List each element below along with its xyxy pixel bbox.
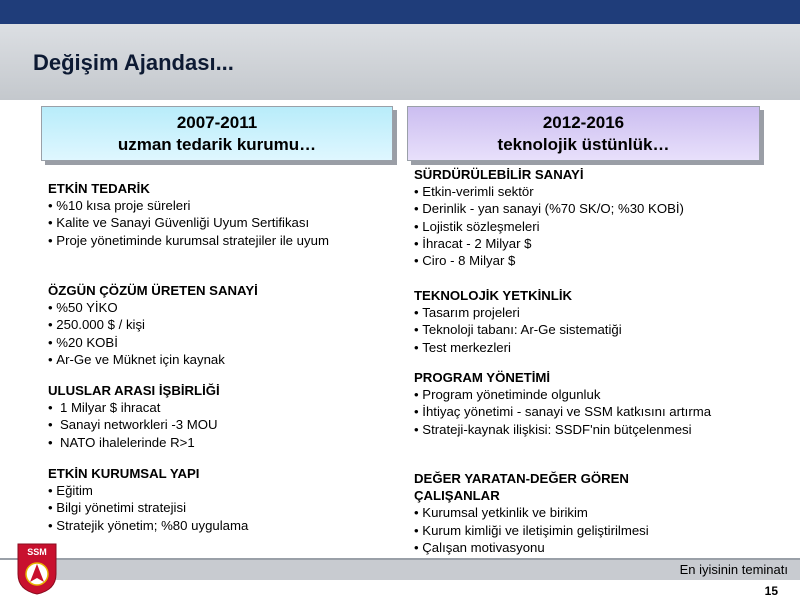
list-item: • Çalışan motivasyonu [414, 539, 714, 556]
list-item: • İhtiyaç yönetimi - sanayi ve SSM katkısını artırma [414, 403, 749, 420]
list-item: • 250.000 $ / kişi [48, 316, 393, 333]
footer-band [48, 560, 800, 580]
list-item: • Stratejik yönetim; %80 uygulama [48, 517, 393, 534]
section-deger-yaratan [414, 470, 714, 556]
section-etkin-tedarik [48, 180, 393, 249]
list-item: • %10 kısa proje süreleri [48, 197, 393, 214]
left-header-subtitle: uzman tedarik kurumu… [117, 135, 317, 154]
right-header-years: 2012-2016 [542, 113, 625, 132]
list-item: • Lojistik sözleşmeleri [414, 218, 764, 235]
logo-text: SSM [27, 547, 47, 557]
list-item: • %20 KOBİ [48, 334, 393, 351]
section-heading: ÖZGÜN ÇÖZÜM ÜRETEN SANAYİ [48, 283, 258, 298]
ssm-logo-icon [14, 540, 60, 596]
list-item: • Etkin-verimli sektör [414, 183, 764, 200]
list-item: • %50 YİKO [48, 299, 393, 316]
section-heading: ETKİN KURUMSAL YAPI [48, 466, 200, 481]
section-heading: PROGRAM YÖNETİMİ [414, 370, 551, 385]
slide-title: Değişim Ajandası... [33, 50, 234, 75]
list-item: • Proje yönetiminde kurumsal stratejiler ile uyum [48, 232, 393, 249]
list-item: • Teknoloji tabanı: Ar-Ge sistematiği [414, 321, 764, 338]
section-heading: ETKİN TEDARİK [48, 181, 150, 196]
list-item: • İhracat - 2 Milyar $ [414, 235, 764, 252]
list-item: • NATO ihalelerinde R>1 [48, 434, 393, 451]
list-item: • Derinlik - yan sanayi (%70 SK/O; %30 KOBİ) [414, 200, 764, 217]
list-item: • Ar-Ge ve Müknet için kaynak [48, 351, 393, 368]
section-heading: TEKNOLOJİK YETKİNLİK [414, 288, 573, 303]
left-column-header [41, 106, 393, 161]
section-program-yonetimi [414, 369, 749, 438]
right-header-subtitle: teknolojik üstünlük… [497, 135, 670, 154]
section-uluslar-arasi [48, 382, 393, 451]
top-bar [0, 0, 800, 24]
list-item: • Eğitim [48, 482, 393, 499]
list-item: • Strateji-kaynak ilişkisi: SSDF'nin bütçelenmesi [414, 421, 749, 438]
section-heading: DEĞER YARATAN-DEĞER GÖREN ÇALIŞANLAR [414, 471, 629, 504]
list-item: • Ciro - 8 Milyar $ [414, 252, 764, 269]
list-item: • Bilgi yönetimi stratejisi [48, 499, 393, 516]
list-item: • Program yönetiminde olgunluk [414, 386, 749, 403]
right-column-header [407, 106, 760, 161]
list-item: • Kalite ve Sanayi Güvenliği Uyum Sertifikası [48, 214, 393, 231]
list-item: • Tasarım projeleri [414, 304, 764, 321]
list-item: • Kurum kimliği ve iletişimin geliştirilmesi [414, 522, 714, 539]
section-surdurulebilir [414, 166, 764, 269]
section-etkin-kurumsal [48, 465, 393, 534]
page-number: 15 [764, 584, 778, 598]
tagline: En iyisinin teminatı [679, 562, 788, 577]
section-heading: ULUSLAR ARASI İŞBİRLİĞİ [48, 383, 220, 398]
list-item: • Kurumsal yetkinlik ve birikim [414, 504, 714, 521]
section-teknolojik [414, 287, 764, 356]
list-item: • Test merkezleri [414, 339, 764, 356]
list-item: • 1 Milyar $ ihracat [48, 399, 393, 416]
section-heading: SÜRDÜRÜLEBİLİR SANAYİ [414, 167, 584, 182]
section-ozgun-cozum [48, 282, 393, 368]
list-item: • Sanayi networkleri -3 MOU [48, 416, 393, 433]
left-header-years: 2007-2011 [176, 113, 258, 132]
